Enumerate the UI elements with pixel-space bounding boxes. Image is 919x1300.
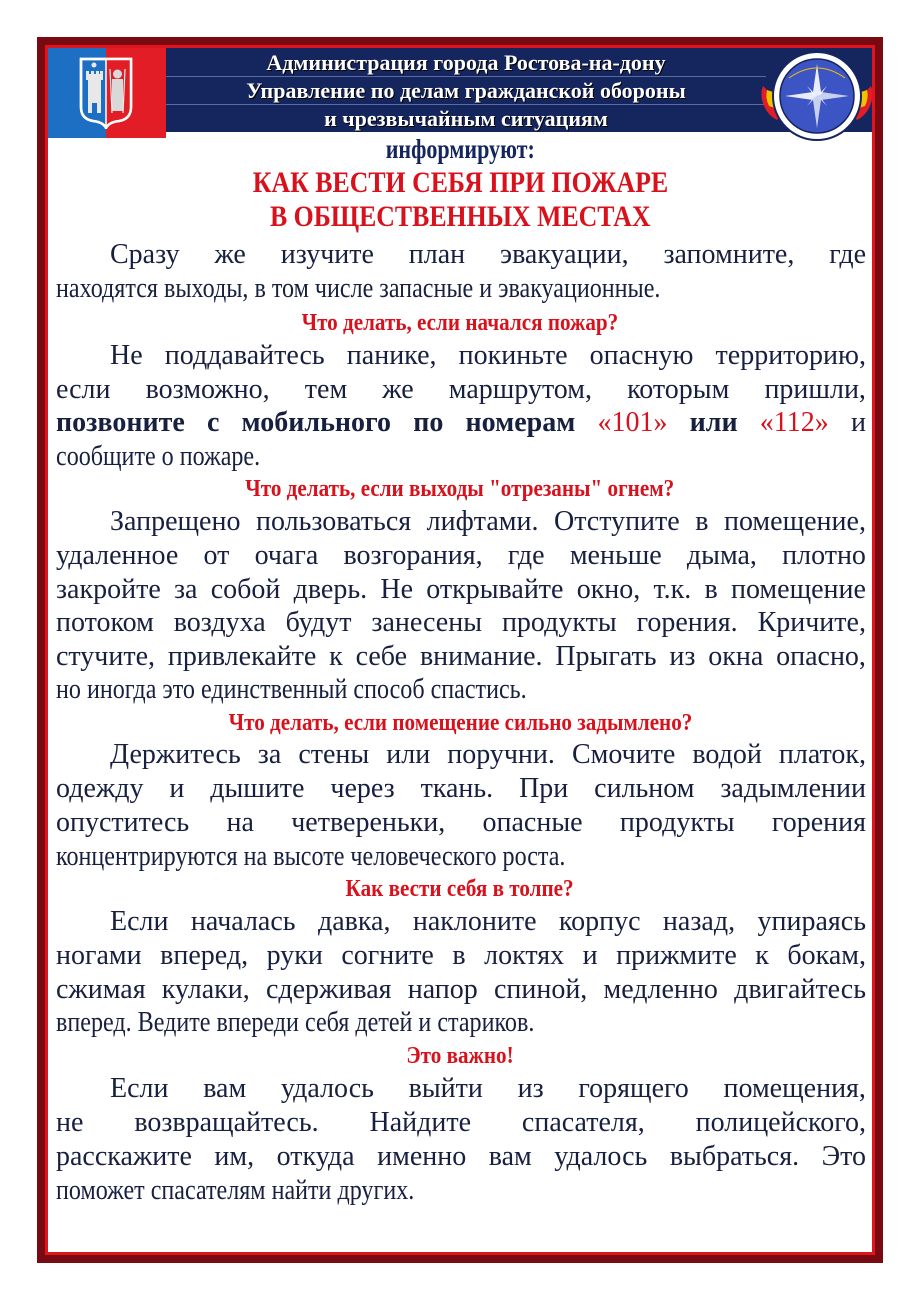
word: с bbox=[206, 407, 220, 438]
informs-label bbox=[69, 133, 852, 165]
word: Если bbox=[110, 906, 169, 937]
paragraph-last-line-text: поможет спасателям найти других. bbox=[56, 1175, 415, 1206]
word: четвереньки, bbox=[291, 807, 446, 838]
word: привлекайте bbox=[167, 641, 317, 672]
paragraph-line bbox=[56, 606, 866, 640]
word: откуда bbox=[276, 1141, 355, 1172]
word: вам bbox=[203, 1073, 247, 1104]
main-title-line-1 bbox=[48, 166, 872, 200]
word: горения. bbox=[636, 607, 738, 638]
word: собой bbox=[210, 574, 281, 605]
word: горения bbox=[771, 807, 866, 838]
word: панике, bbox=[346, 340, 437, 371]
word: именно bbox=[377, 1141, 467, 1172]
word: продукты bbox=[501, 607, 617, 638]
word: эвакуации, bbox=[500, 239, 629, 270]
word: по bbox=[413, 407, 444, 438]
word: из bbox=[517, 1073, 544, 1104]
word: Если bbox=[110, 1073, 169, 1104]
civil-defense-emblem-icon bbox=[757, 50, 877, 142]
word: позвоните bbox=[56, 407, 185, 438]
section-heading-text: Это важно! bbox=[406, 1043, 514, 1069]
word: себе bbox=[355, 641, 408, 672]
paragraph-line bbox=[56, 840, 866, 874]
word: платок, bbox=[778, 739, 866, 770]
word: дыма, bbox=[686, 540, 757, 571]
word: давка, bbox=[317, 906, 391, 937]
section-heading-text: Что делать, если начался пожар? bbox=[301, 310, 619, 336]
word: расскажите bbox=[56, 1141, 192, 1172]
word: за bbox=[173, 574, 198, 605]
word: опасные bbox=[482, 807, 583, 838]
word: упираясь bbox=[757, 906, 866, 937]
paragraph-line bbox=[56, 1006, 866, 1040]
word: поручни. bbox=[447, 739, 555, 770]
paragraph-line bbox=[110, 505, 866, 539]
paragraph-line bbox=[56, 772, 866, 806]
word: стучите, bbox=[56, 641, 156, 672]
word: медленно bbox=[603, 974, 718, 1005]
word: тем bbox=[304, 374, 348, 405]
paragraph-last-line-text: находятся выходы, в том числе запасные и эвакуационные. bbox=[56, 273, 661, 304]
word: помещение, bbox=[723, 506, 866, 537]
word: началась bbox=[190, 906, 296, 937]
word: водой bbox=[692, 739, 762, 770]
word: лифтами. bbox=[426, 506, 539, 537]
word: Держитесь bbox=[110, 739, 241, 770]
paragraph-line bbox=[56, 272, 866, 306]
word: дышите bbox=[210, 773, 305, 804]
coat-of-arms-icon bbox=[79, 57, 133, 129]
word: сжимая bbox=[56, 974, 146, 1005]
paragraph-last-line-text: но иногда это единственный способ спастись. bbox=[56, 674, 527, 705]
word: где bbox=[507, 540, 545, 571]
word: прижмите bbox=[616, 940, 737, 971]
word: дверь. bbox=[293, 574, 368, 605]
paragraph-line bbox=[56, 1174, 866, 1208]
word: Прыгать bbox=[555, 641, 657, 672]
word: опасную bbox=[589, 340, 694, 371]
paragraph-line bbox=[56, 939, 866, 973]
word: будут bbox=[285, 607, 352, 638]
word: пользоваться bbox=[256, 506, 412, 537]
word: выбраться. bbox=[669, 1141, 800, 1172]
word: за bbox=[257, 739, 282, 770]
word: локтях bbox=[484, 940, 565, 971]
word: вперед, bbox=[160, 940, 249, 971]
word: потоком bbox=[56, 607, 154, 638]
word: т.к. bbox=[653, 574, 692, 605]
word: ногами bbox=[56, 940, 142, 971]
word: Кричите, bbox=[757, 607, 866, 638]
paragraph-line bbox=[56, 573, 866, 607]
paragraph-line bbox=[110, 238, 866, 272]
word: меньше bbox=[569, 540, 662, 571]
paragraph-line bbox=[56, 440, 866, 474]
word: кулаки, bbox=[161, 974, 250, 1005]
paragraph-line bbox=[56, 806, 866, 840]
paragraph-line bbox=[56, 640, 866, 674]
section-heading-text: Что делать, если помещение сильно задымлено? bbox=[228, 710, 692, 736]
word: корпус bbox=[558, 906, 641, 937]
word: очага bbox=[254, 540, 319, 571]
word: в bbox=[452, 940, 466, 971]
word: и bbox=[850, 407, 866, 438]
word: номерам bbox=[465, 407, 576, 438]
header-line-emergency: и чрезвычайным ситуациям bbox=[324, 106, 608, 131]
header-title-block bbox=[166, 48, 766, 132]
word: к bbox=[329, 641, 343, 672]
word: помещения, bbox=[723, 1073, 866, 1104]
word: выйти bbox=[408, 1073, 483, 1104]
word: Это bbox=[821, 1141, 866, 1172]
word: пришли, bbox=[764, 374, 866, 405]
word: территорию, bbox=[715, 340, 866, 371]
word: напор bbox=[407, 974, 478, 1005]
section-heading bbox=[48, 874, 872, 904]
word: запомните, bbox=[663, 239, 795, 270]
word: Отступите bbox=[553, 506, 680, 537]
paragraph-line bbox=[110, 738, 866, 772]
word: наклоните bbox=[412, 906, 537, 937]
word: в bbox=[695, 506, 709, 537]
word: окно, bbox=[576, 574, 641, 605]
paragraph-line bbox=[56, 406, 866, 440]
word: от bbox=[203, 540, 230, 571]
word: и bbox=[582, 940, 598, 971]
word: назад, bbox=[662, 906, 736, 937]
paragraph-line bbox=[56, 973, 866, 1007]
word: задымлении bbox=[720, 773, 866, 804]
paragraph-line bbox=[56, 373, 866, 407]
word: изучите bbox=[280, 239, 374, 270]
main-title-line-2 bbox=[48, 200, 872, 234]
word: Не bbox=[110, 340, 143, 371]
word: закройте bbox=[56, 574, 161, 605]
word: сильном bbox=[594, 773, 695, 804]
word: покиньте bbox=[458, 340, 568, 371]
word: удаленное bbox=[56, 540, 179, 571]
word: из bbox=[669, 641, 696, 672]
or-connector: или bbox=[689, 407, 738, 438]
word: Найдите bbox=[369, 1107, 472, 1138]
word: к bbox=[755, 940, 769, 971]
paragraph-last-line-text: сообщите о пожаре. bbox=[56, 441, 261, 472]
word: одежду bbox=[56, 773, 144, 804]
word: спиной, bbox=[493, 974, 588, 1005]
section-heading bbox=[48, 308, 872, 338]
emergency-number-101: «101» bbox=[597, 407, 668, 438]
word: мобильного bbox=[241, 407, 392, 438]
paragraph-line bbox=[56, 673, 866, 707]
word: опуститесь bbox=[56, 807, 190, 838]
paragraph-last-line-text: концентрируются на высоте человеческого роста. bbox=[56, 841, 566, 872]
emergency-number-112: «112» bbox=[759, 407, 829, 438]
word: ткань. bbox=[420, 773, 494, 804]
word: плотно bbox=[782, 540, 866, 571]
header-line-department: Управление по делам гражданской обороны bbox=[246, 78, 686, 103]
word: спасателя, bbox=[521, 1107, 645, 1138]
word: возможно, bbox=[145, 374, 270, 405]
word: Не bbox=[380, 574, 414, 605]
word: продукты bbox=[619, 807, 735, 838]
word: маршрутом, bbox=[448, 374, 592, 405]
word: открывайте bbox=[426, 574, 564, 605]
main-title-text-2: В ОБЩЕСТВЕННЫХ МЕСТАХ bbox=[269, 200, 651, 233]
word: удалось bbox=[280, 1073, 374, 1104]
section-heading bbox=[48, 474, 872, 504]
word: Сразу bbox=[110, 239, 180, 270]
word: двигайтесь bbox=[734, 974, 866, 1005]
word: через bbox=[330, 773, 395, 804]
word: если bbox=[56, 374, 111, 405]
paragraph-line bbox=[110, 905, 866, 939]
word: же bbox=[214, 239, 246, 270]
word: стены bbox=[298, 739, 370, 770]
word: не bbox=[56, 1107, 84, 1138]
word: внимание. bbox=[419, 641, 543, 672]
word: согните bbox=[341, 940, 434, 971]
word: план bbox=[408, 239, 466, 270]
word: и bbox=[169, 773, 185, 804]
word: в bbox=[704, 574, 718, 605]
word: При bbox=[519, 773, 569, 804]
word: опасно, bbox=[776, 641, 866, 672]
section-heading-text: Как вести себя в толпе? bbox=[345, 876, 575, 902]
word: окна bbox=[708, 641, 764, 672]
word: вам bbox=[488, 1141, 532, 1172]
paragraph-line bbox=[110, 339, 866, 373]
word: же bbox=[382, 374, 414, 405]
word: Смочите bbox=[571, 739, 676, 770]
section-heading bbox=[48, 708, 872, 738]
word: им, bbox=[214, 1141, 255, 1172]
word: горящего bbox=[578, 1073, 689, 1104]
paragraph-line bbox=[56, 1140, 866, 1174]
informs-text: информируют: bbox=[385, 134, 535, 164]
section-heading bbox=[48, 1041, 872, 1071]
word: руки bbox=[266, 940, 323, 971]
paragraph-line bbox=[56, 1106, 866, 1140]
word: удалось bbox=[554, 1141, 648, 1172]
paragraph-line bbox=[56, 539, 866, 573]
word: бокам, bbox=[787, 940, 866, 971]
word: занесены bbox=[371, 607, 483, 638]
word: воздуха bbox=[173, 607, 266, 638]
word: сдерживая bbox=[265, 974, 392, 1005]
word: где bbox=[829, 239, 866, 270]
word: которым bbox=[627, 374, 730, 405]
section-heading-text: Что делать, если выходы "отрезаны" огнем? bbox=[245, 476, 675, 502]
header-line-administration: Администрация города Ростова-на-дону bbox=[266, 50, 666, 75]
word: полицейского, bbox=[695, 1107, 866, 1138]
word: на bbox=[226, 807, 254, 838]
paragraph-line bbox=[110, 1072, 866, 1106]
word: возвращайтесь. bbox=[134, 1107, 319, 1138]
word: или bbox=[386, 739, 431, 770]
paragraph-last-line-text: вперед. Ведите впереди себя детей и стариков. bbox=[56, 1007, 535, 1038]
word: Запрещено bbox=[110, 506, 241, 537]
word: поддавайтесь bbox=[164, 340, 325, 371]
word: помещение bbox=[730, 574, 866, 605]
word: возгорания, bbox=[343, 540, 483, 571]
main-title-text-1: КАК ВЕСТИ СЕБЯ ПРИ ПОЖАРЕ bbox=[252, 166, 668, 199]
